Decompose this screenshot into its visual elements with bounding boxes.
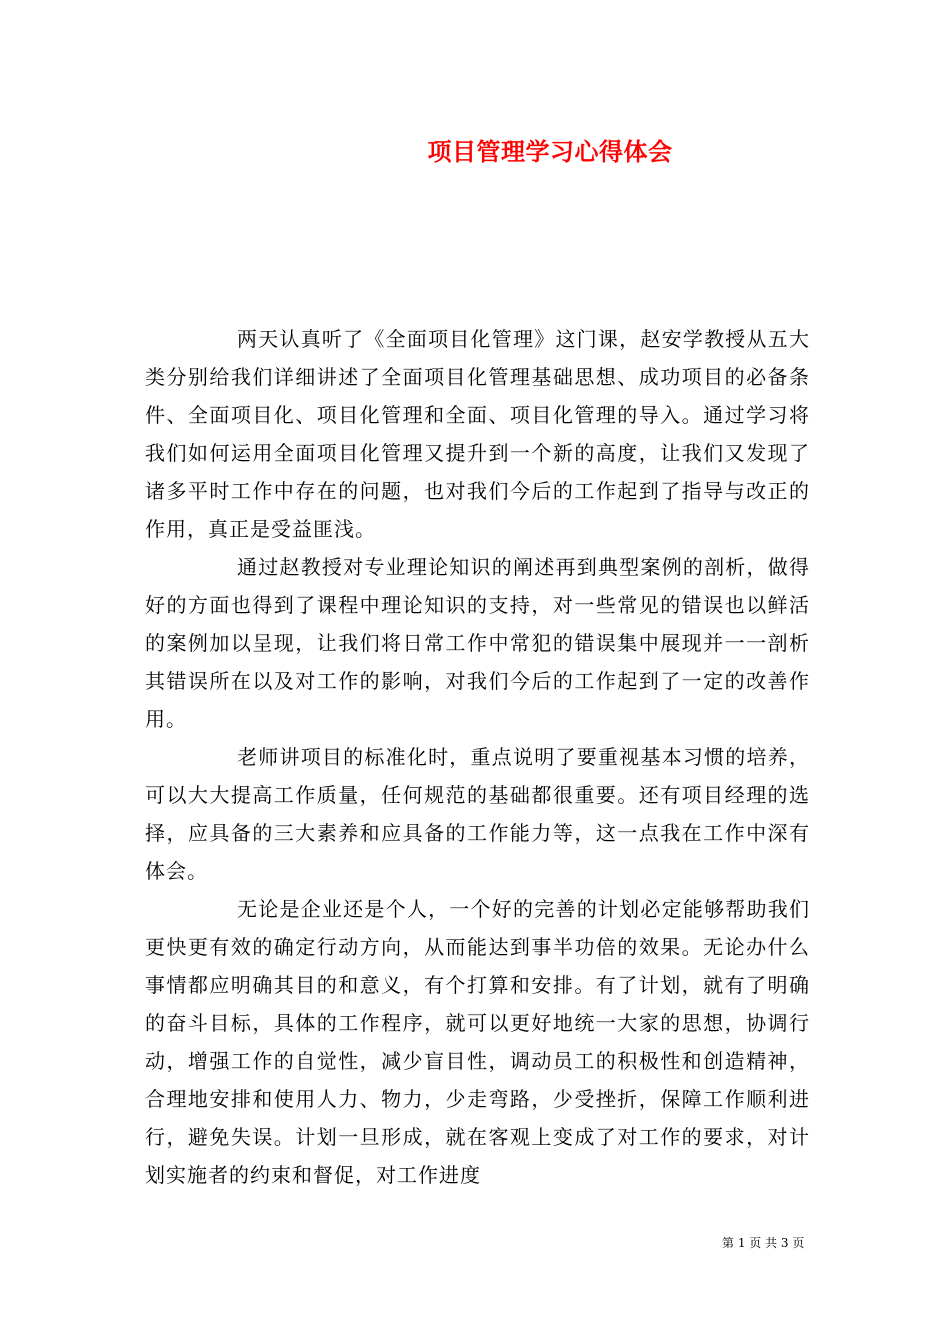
page-number-footer: 第 1 页 共 3 页 xyxy=(722,1236,805,1250)
paragraph-3: 老师讲项目的标准化时，重点说明了要重视基本习惯的培养，可以大大提高工作质量，任何规范的基础都很重要。还有项目经理的选择，应具备的三大素养和应具备的工作能力等，这一点我在工作中深有体会。 xyxy=(145,745,810,883)
paragraph-1: 两天认真听了《全面项目化管理》这门课，赵安学教授从五大类分别给我们详细讲述了全面项目化管理基础思想、成功项目的必备条件、全面项目化、项目化管理和全面、项目化管理的导入。通过学习将我们如何运用全面项目化管理又提升到一个新的高度，让我们又发现了诸多平时工作中存在的问题，也对我们今后的工作起到了指导与改正的作用，真正是受益匪浅。 xyxy=(145,327,810,541)
paragraph-4: 无论是企业还是个人，一个好的完善的计划必定能够帮助我们更快更有效的确定行动方向，从而能达到事半功倍的效果。无论办什么事情都应明确其目的和意义，有个打算和安排。有了计划，就有了明确的奋斗目标，具体的工作程序，就可以更好地统一大家的思想，协调行动，增强工作的自觉性，减少盲目性，调动员工的积极性和创造精神，合理地安排和使用人力、物力，少走弯路，少受挫折，保障工作顺利进行，避免失误。计划一旦形成，就在客观上变成了对工作的要求，对计划实施者的约束和督促，对工作进度 xyxy=(145,897,810,1187)
page-title: 项目管理学习心得体会 xyxy=(427,137,673,166)
paragraph-2: 通过赵教授对专业理论知识的阐述再到典型案例的剖析，做得好的方面也得到了课程中理论知识的支持，对一些常见的错误也以鲜活的案例加以呈现，让我们将日常工作中常犯的错误集中展现并一一剖析其错误所在以及对工作的影响，对我们今后的工作起到了一定的改善作用。 xyxy=(145,555,810,731)
document-body xyxy=(145,320,810,1194)
